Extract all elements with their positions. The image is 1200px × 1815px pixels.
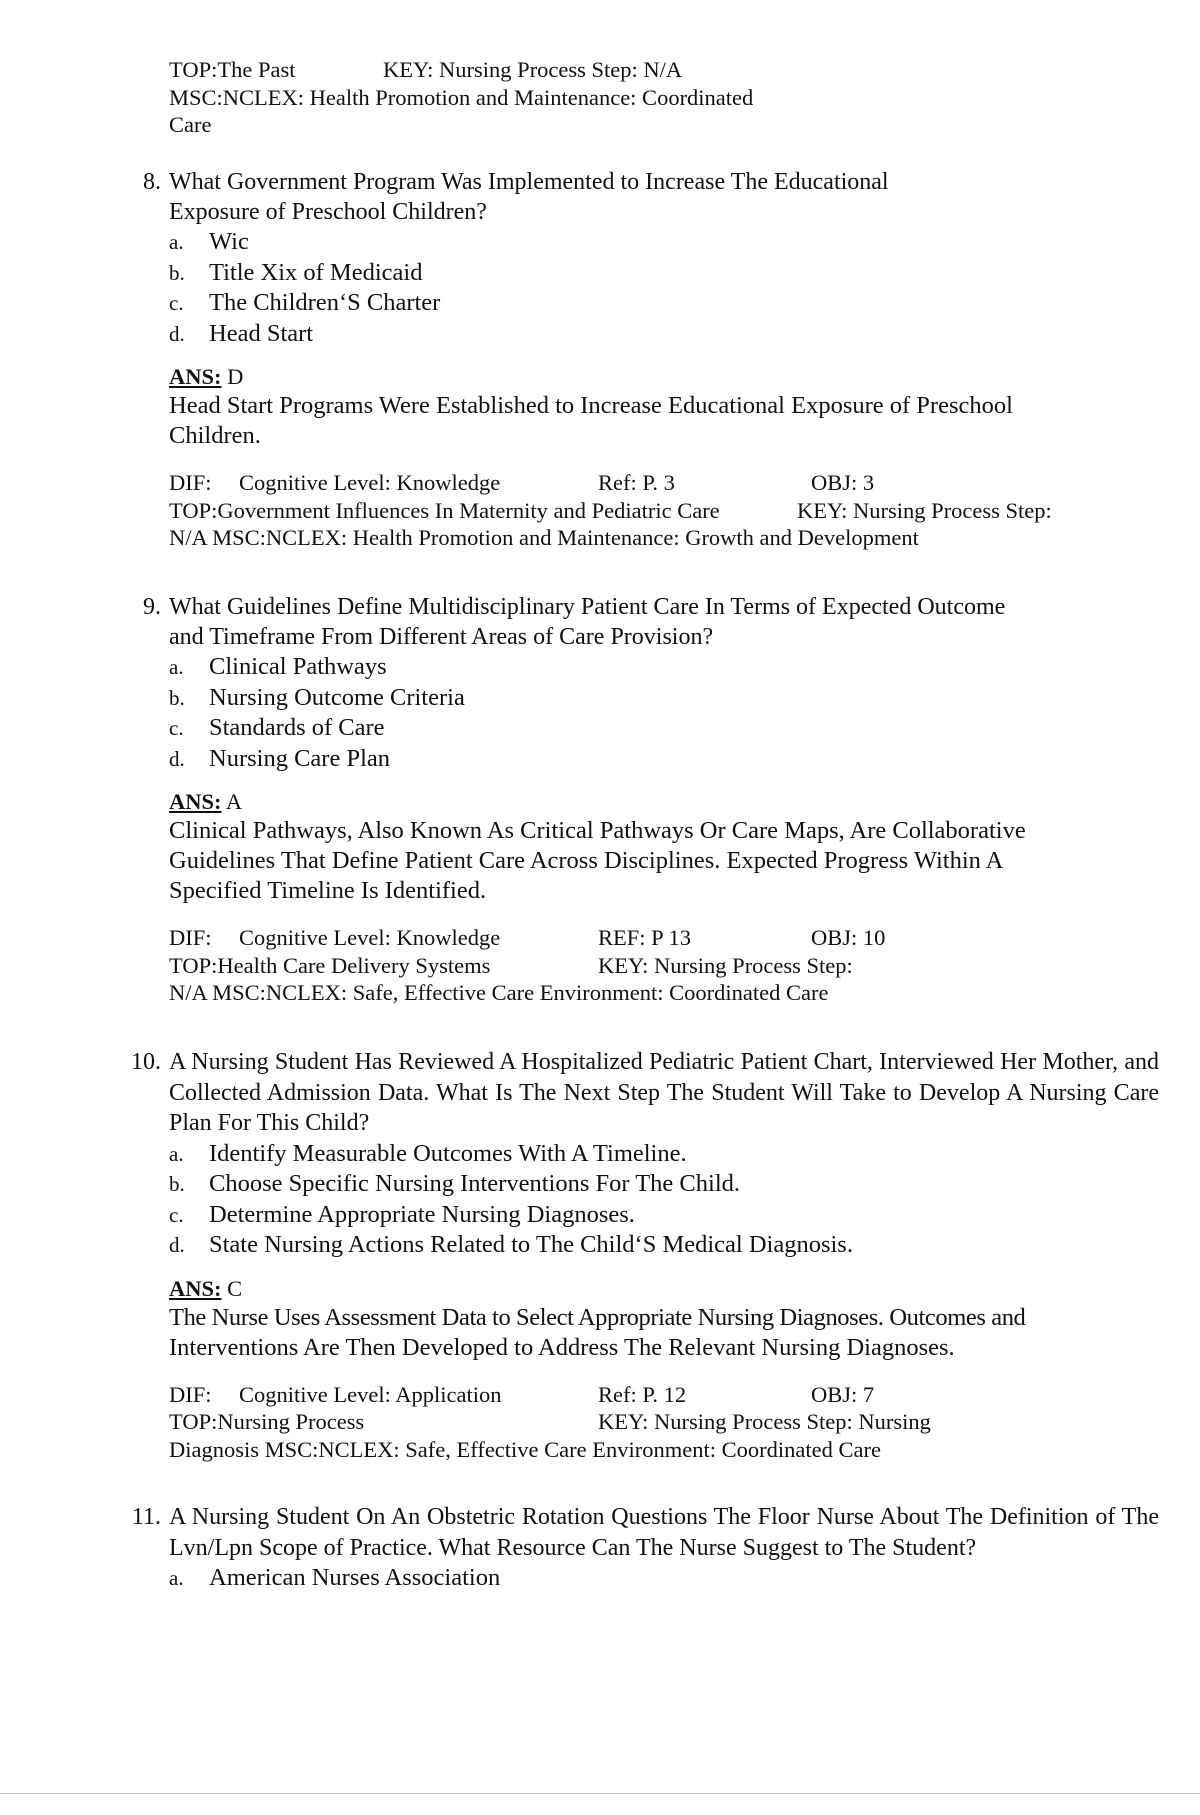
question-number: 9.	[143, 594, 161, 620]
explanation-line2: Guidelines That Define Patient Care Across Disciplines. Expected Progress Within A	[169, 847, 1004, 874]
answer-line: ANS: D	[169, 364, 244, 389]
page-bottom-rule	[0, 1793, 1200, 1794]
explanation-line1: Clinical Pathways, Also Known As Critical Pathways Or Care Maps, Are Collaborative	[169, 817, 1026, 844]
meta-topic: TOP:The Past	[169, 57, 296, 82]
option-b: b. Nursing Outcome Criteria	[169, 683, 465, 711]
option-a: a. American Nurses Association	[169, 1564, 501, 1591]
explanation-line1: Head Start Programs Were Established to Increase Educational Exposure of Preschool	[169, 392, 1013, 419]
meta-msc: N/A MSC:NCLEX: Safe, Effective Care Environment: Coordinated Care	[169, 980, 829, 1005]
question-number: 11.	[131, 1504, 161, 1530]
explanation-line2: Children.	[169, 422, 261, 449]
meta-msc: N/A MSC:NCLEX: Health Promotion and Maintenance: Growth and Development	[169, 525, 919, 550]
explanation-line1: The Nurse Uses Assessment Data to Select Appropriate Nursing Diagnoses. Outcomes and	[169, 1303, 1026, 1331]
option-a: a. Identify Measurable Outcomes With A Timeline.	[169, 1139, 687, 1167]
question-text-line2: and Timeframe From Different Areas of Care Provision?	[169, 624, 714, 650]
answer-line: ANS: C	[169, 1275, 243, 1301]
explanation-line2: Interventions Are Then Developed to Address The Relevant Nursing Diagnoses.	[169, 1333, 955, 1361]
question-text: A Nursing Student Has Reviewed A Hospitalized Pediatric Patient Chart, Interviewed Her Mother, and Collected Admission Data. What Is The Next Step The Student Will Take to Develop A Nursing Care Plan For This Child?	[169, 1049, 1159, 1136]
question-8	[143, 167, 1159, 552]
question-9	[143, 592, 1159, 1007]
option-b: b. Title Xix of Medicaid	[169, 258, 423, 286]
option-c: c. The Children‘S Charter	[169, 289, 441, 316]
option-d: d. State Nursing Actions Related to The Child‘S Medical Diagnosis.	[169, 1231, 853, 1258]
meta-key: KEY: Nursing Process Step: N/A	[383, 57, 683, 82]
meta-row-topic: TOP:Health Care Delivery Systems KEY: Nursing Process Step:	[169, 952, 853, 978]
question-text-line1: What Guidelines Define Multidisciplinary Patient Care In Terms of Expected Outcome	[169, 594, 1006, 620]
option-a: a. Wic	[169, 228, 249, 255]
option-d: d. Head Start	[169, 319, 314, 347]
meta-row-dif: DIF: Cognitive Level: Application Ref: P. 12 OBJ: 7	[169, 1381, 875, 1407]
option-c: c. Determine Appropriate Nursing Diagnoses.	[169, 1200, 635, 1228]
meta-msc-line1: MSC:NCLEX: Health Promotion and Maintenance: Coordinated	[169, 84, 754, 110]
question-10	[131, 1047, 1159, 1463]
meta-row-topic: TOP:Government Influences In Maternity and Pediatric Care KEY: Nursing Process Step:	[169, 497, 1052, 523]
option-d: d. Nursing Care Plan	[169, 744, 390, 772]
meta-msc: Diagnosis MSC:NCLEX: Safe, Effective Care Environment: Coordinated Care	[169, 1436, 881, 1462]
question-number: 10.	[131, 1049, 161, 1075]
question-text-line2: Exposure of Preschool Children?	[169, 199, 487, 225]
meta-msc-line2: Care	[169, 112, 212, 137]
option-b: b. Choose Specific Nursing Interventions For The Child.	[169, 1170, 740, 1197]
question-text-line1: What Government Program Was Implemented to Increase The Educational	[169, 169, 889, 195]
question-text: A Nursing Student On An Obstetric Rotation Questions The Floor Nurse About The Definition of The Lvn/Lpn Scope of Practice. What Resource Can The Nurse Suggest to The Student?	[169, 1504, 1159, 1561]
answer-line: ANS: A	[169, 789, 243, 814]
question-number: 8.	[143, 169, 161, 195]
option-a: a. Clinical Pathways	[169, 653, 387, 680]
question-11	[131, 1502, 1159, 1594]
meta-row-dif: DIF: Cognitive Level: Knowledge REF: P 13 OBJ: 10	[169, 925, 886, 950]
option-c: c. Standards of Care	[169, 714, 385, 741]
explanation-line3: Specified Timeline Is Identified.	[169, 877, 487, 904]
meta-row-topic: TOP:Nursing Process KEY: Nursing Process Step: Nursing	[169, 1409, 931, 1434]
meta-row-dif: DIF: Cognitive Level: Knowledge Ref: P. 3 OBJ: 3	[169, 470, 875, 495]
previous-question-meta	[169, 56, 1159, 139]
